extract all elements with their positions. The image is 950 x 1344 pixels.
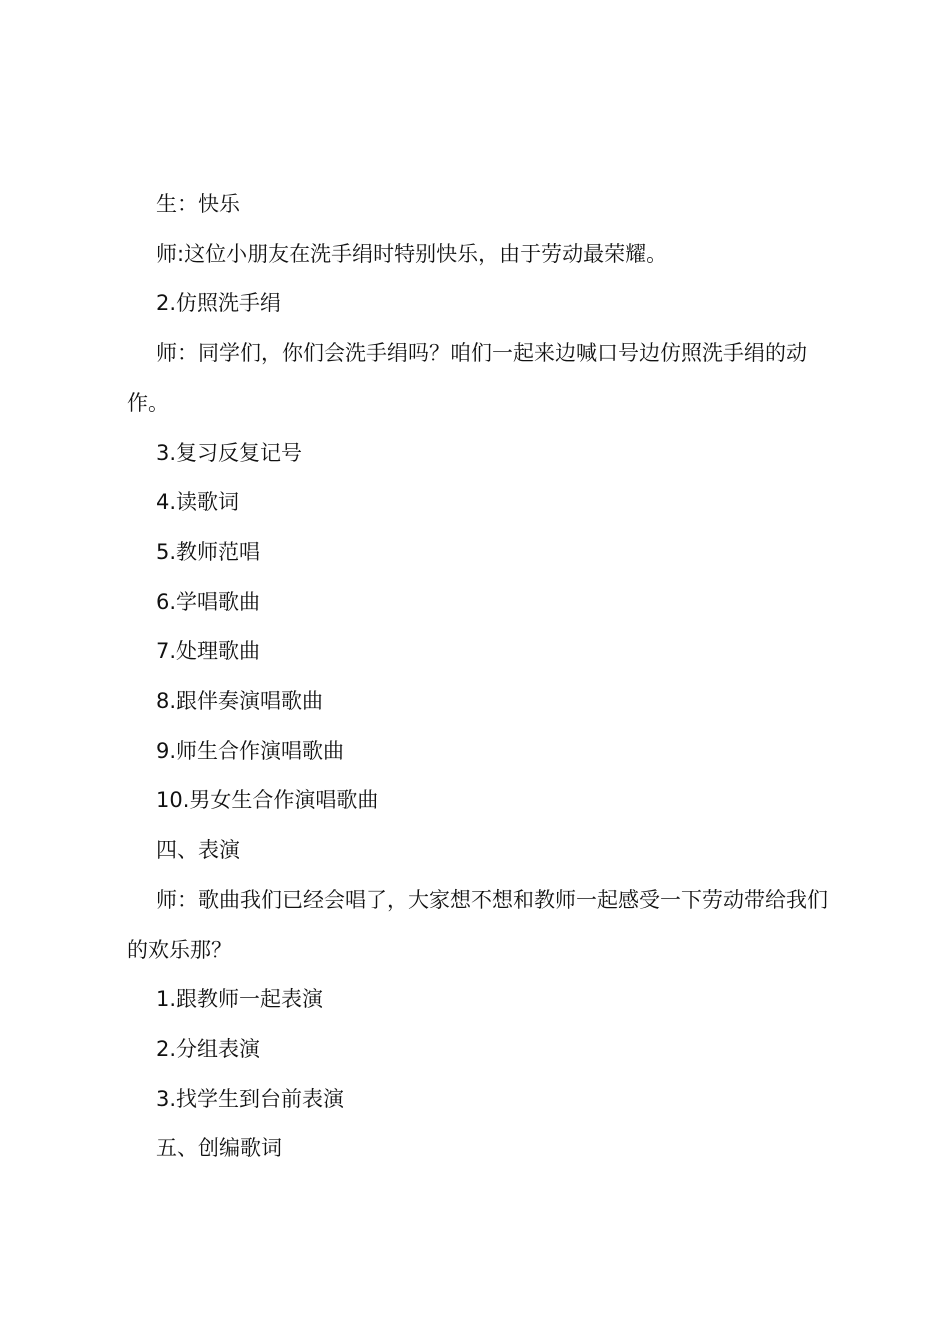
step-group-performance: 2.分组表演 (156, 1036, 261, 1061)
section-heading-lyric-creation: 五、创编歌词 (156, 1136, 282, 1161)
document-body (127, 180, 835, 1174)
dialogue-student-answer: 生：快乐 (156, 192, 240, 216)
step-perform-with-teacher: 1.跟教师一起表演 (156, 987, 324, 1012)
step-students-perform-front: 3.找学生到台前表演 (156, 1086, 345, 1111)
step-review-repeat-sign: 3.复习反复记号 (156, 440, 303, 465)
dialogue-teacher-remark: 师:这位小朋友在洗手绢时特别快乐，由于劳动最荣耀。 (156, 241, 668, 266)
step-teacher-demo: 5.教师范唱 (156, 539, 261, 564)
step-read-lyrics: 4.读歌词 (156, 490, 240, 515)
step-process-song: 7.处理歌曲 (156, 639, 261, 664)
dialogue-teacher-question: 师：歌曲我们已经会唱了，大家想不想和教师一起感受一下劳动带给我们的欢乐那？ (127, 887, 828, 962)
step-sing-with-accompaniment: 8.跟伴奏演唱歌曲 (156, 689, 324, 714)
dialogue-teacher-prompt: 师：同学们，你们会洗手绢吗？咱们一起来边喊口号边仿照洗手绢的动作。 (127, 341, 807, 415)
section-heading-performance: 四、表演 (156, 838, 240, 863)
step-imitate-washing: 2.仿照洗手绢 (156, 291, 282, 316)
step-boys-girls-sing: 10.男女生合作演唱歌曲 (156, 788, 379, 813)
step-teacher-student-sing: 9.师生合作演唱歌曲 (156, 738, 345, 763)
step-learn-song: 6.学唱歌曲 (156, 589, 261, 614)
